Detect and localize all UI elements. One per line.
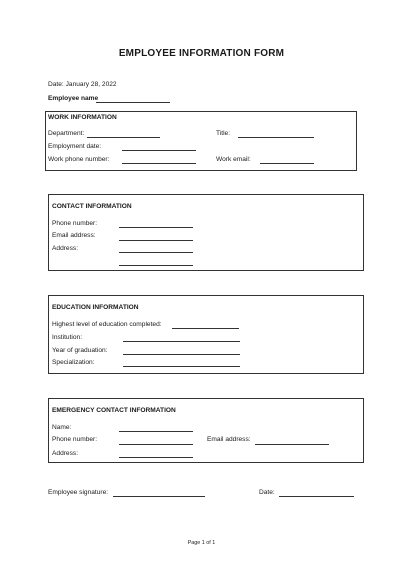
highest-education-label: Highest level of education completed: [52,321,162,328]
contact-address-field-1[interactable] [119,245,193,253]
contact-address-field-2[interactable] [119,258,193,266]
date-row [48,81,117,89]
department-label: Department: [48,130,85,137]
signature-field[interactable] [113,489,205,497]
emergency-email-field[interactable] [255,437,329,445]
emergency-address-field[interactable] [119,450,193,458]
signature-date-label: Date: [259,489,275,496]
employee-name-row [48,95,98,103]
graduation-year-label: Year of graduation: [52,347,108,354]
emergency-contact-heading: EMERGENCY CONTACT INFORMATION [52,407,176,414]
emergency-email-label: Email address: [207,436,251,443]
emergency-phone-field[interactable] [119,437,193,445]
contact-email-label: Email address: [52,232,96,239]
emergency-address-label: Address: [52,450,79,457]
date-label: Date: [48,81,64,88]
employee-name-field[interactable] [96,95,170,103]
contact-information-heading: CONTACT INFORMATION [52,203,132,210]
signature-label: Employee signature: [48,489,109,496]
employment-date-label: Employment date: [48,143,102,150]
emergency-phone-label: Phone number: [52,436,98,443]
specialization-label: Specialization: [52,359,95,366]
contact-email-field[interactable] [119,233,193,241]
work-email-label: Work email: [216,156,251,163]
institution-label: Institution: [52,334,83,341]
contact-phone-field[interactable] [119,220,193,228]
highest-education-field[interactable] [172,321,239,329]
contact-phone-label: Phone number: [52,220,98,227]
page-title: EMPLOYEE INFORMATION FORM [118,48,285,59]
work-information-heading: WORK INFORMATION [48,114,117,121]
work-email-field[interactable] [260,156,314,164]
emergency-name-field[interactable] [119,424,193,432]
employee-name-label: Employee name [48,95,99,102]
page-footer: Page 1 of 1 [187,540,216,546]
employment-date-field[interactable] [122,143,196,151]
specialization-field[interactable] [123,359,240,367]
emergency-name-label: Name: [52,424,72,431]
signature-date-field[interactable] [279,489,354,497]
work-phone-label: Work phone number: [48,156,110,163]
title-field[interactable] [238,130,314,138]
graduation-year-field[interactable] [123,347,240,355]
work-phone-field[interactable] [122,156,196,164]
institution-field[interactable] [123,334,240,342]
education-information-heading: EDUCATION INFORMATION [52,304,139,311]
title-label: Title: [216,130,231,137]
date-value: January 28, 2022 [65,81,117,88]
department-field[interactable] [87,130,160,138]
contact-address-label: Address: [52,245,79,252]
